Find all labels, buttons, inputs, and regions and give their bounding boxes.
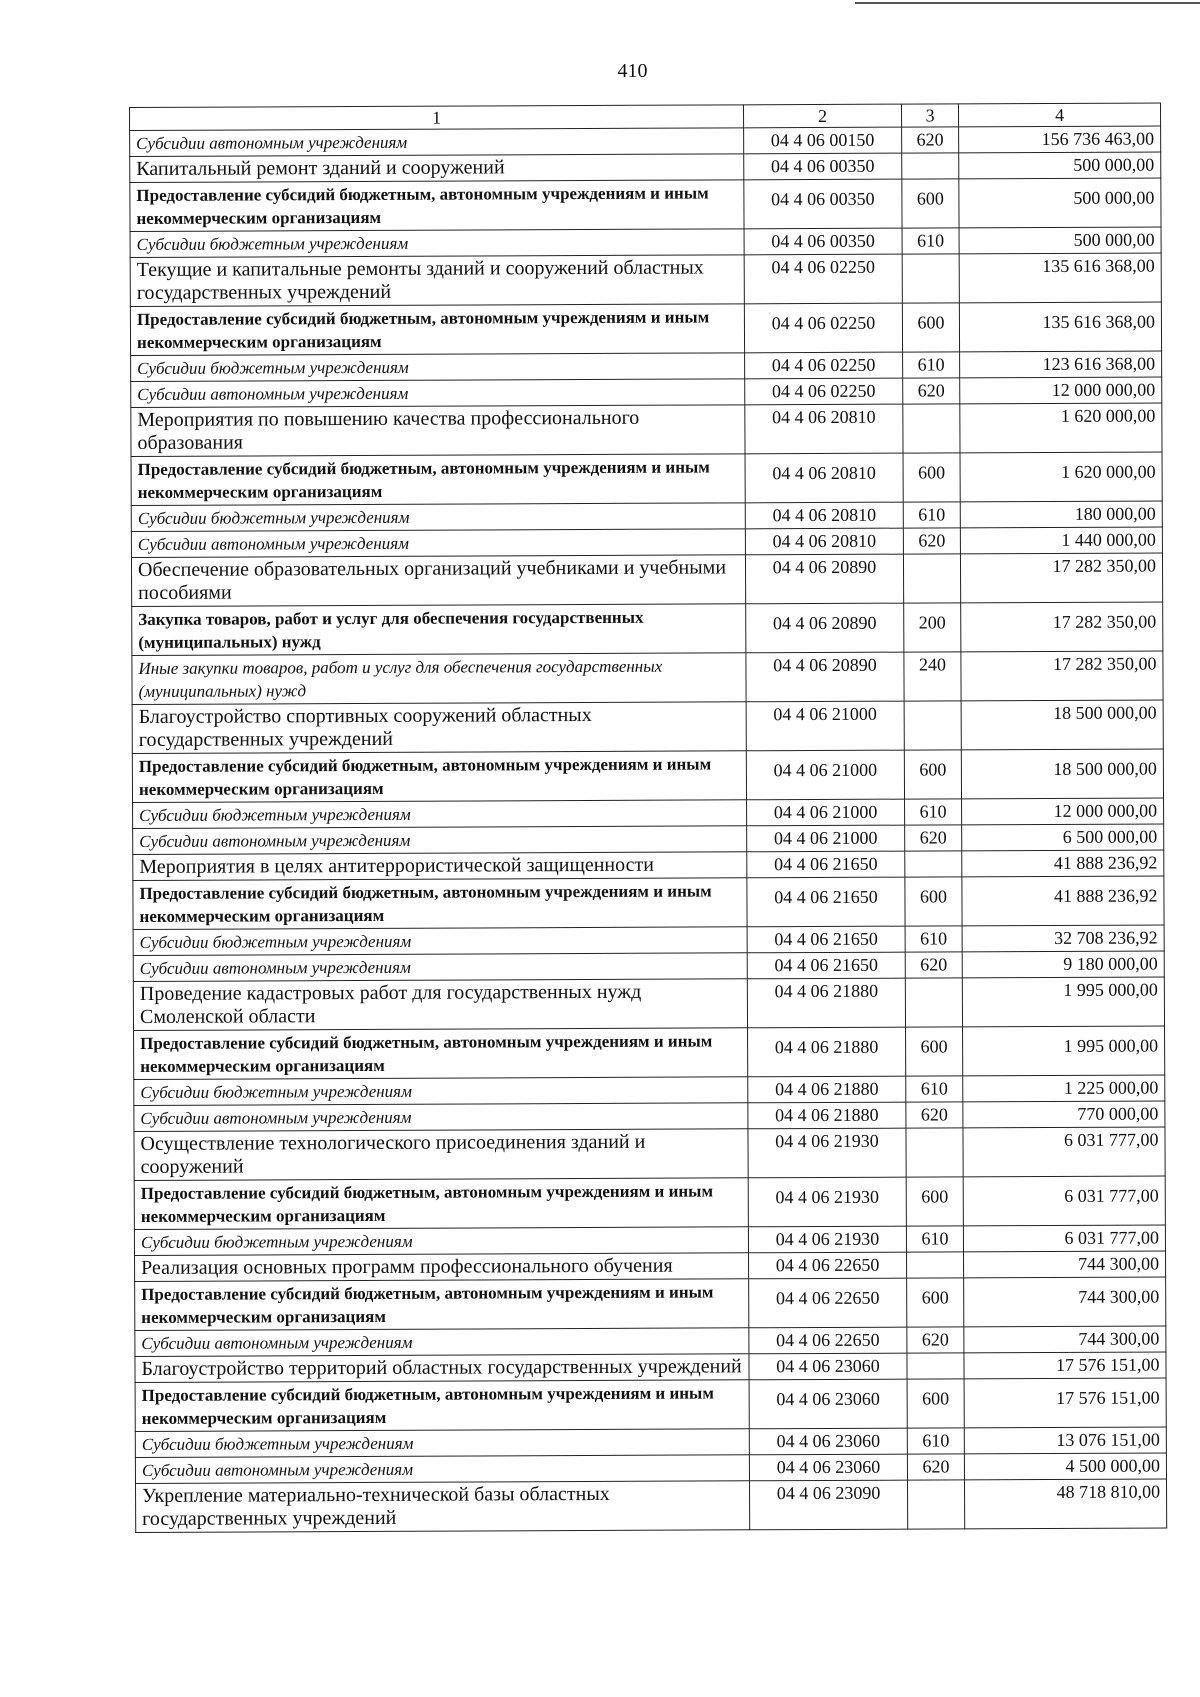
budget-code: 04 4 06 20810: [745, 404, 903, 454]
item-name: Предоставление субсидий бюджетным, автономным учреждениям и иным некоммерческим организациям: [135, 1279, 749, 1331]
amount: 744 300,00: [964, 1251, 1166, 1278]
amount: 13 076 151,00: [964, 1427, 1166, 1454]
expense-type: 200: [904, 603, 961, 652]
table-row: [131, 553, 1162, 606]
budget-code: 04 4 06 21930: [748, 1128, 906, 1178]
budget-code: 04 4 06 23090: [750, 1480, 908, 1530]
amount: 17 282 350,00: [961, 651, 1163, 701]
expense-type: 620: [905, 825, 962, 851]
expense-type: [904, 701, 961, 750]
item-name: Субсидии бюджетным учреждениям: [131, 503, 745, 532]
table-row: [130, 253, 1161, 306]
item-name: Предоставление субсидий бюджетным, автономным учреждениям и иным некоммерческим организациям: [134, 1178, 748, 1230]
table-row: [132, 749, 1163, 802]
expense-type: 620: [903, 528, 960, 554]
budget-code: 04 4 06 21930: [748, 1177, 906, 1227]
item-name: Субсидии бюджетным учреждениям: [131, 353, 745, 382]
expense-type: 610: [903, 502, 960, 528]
expense-type: [907, 1353, 964, 1379]
item-name: Мероприятия по повышению качества профессионального образования: [131, 405, 745, 457]
expense-type: [903, 554, 960, 603]
expense-type: 620: [903, 378, 960, 404]
expense-type: 600: [902, 179, 959, 228]
budget-code: 04 4 06 21000: [746, 701, 904, 751]
item-name: Предоставление субсидий бюджетным, автономным учреждениям и иным некоммерческим организациям: [134, 1028, 748, 1080]
amount: 41 888 236,92: [962, 876, 1164, 926]
budget-code: 04 4 06 21880: [748, 1027, 906, 1077]
item-name: Субсидии бюджетным учреждениям: [130, 229, 744, 258]
item-name: Предоставление субсидий бюджетным, автономным учреждениям и иным некоммерческим организациям: [131, 454, 745, 506]
amount: 500 000,00: [959, 152, 1161, 179]
expense-type: 600: [907, 1379, 964, 1428]
amount: 32 708 236,92: [962, 925, 1164, 952]
item-name: Укрепление материально-технической базы областных государственных учреждений: [136, 1481, 750, 1533]
budget-code: 04 4 06 23060: [749, 1454, 907, 1481]
budget-code: 04 4 06 21000: [747, 799, 905, 826]
amount: 135 616 368,00: [959, 253, 1161, 303]
budget-code: 04 4 06 23060: [749, 1379, 907, 1429]
item-name: Субсидии бюджетным учреждениям: [133, 800, 747, 829]
column-header: 2: [743, 104, 901, 128]
expense-type: 610: [902, 228, 959, 254]
item-name: Субсидии бюджетным учреждениям: [134, 1227, 748, 1256]
item-name: Субсидии бюджетным учреждениям: [135, 1429, 749, 1458]
item-name: Субсидии автономным учреждениям: [130, 128, 744, 157]
expense-type: [902, 254, 959, 303]
item-name: Проведение кадастровых работ для государственных нужд Смоленской области: [133, 979, 747, 1031]
expense-type: 600: [906, 1177, 963, 1226]
amount: 1 225 000,00: [963, 1075, 1165, 1102]
budget-code: 04 4 06 02250: [744, 254, 902, 304]
amount: 123 616 368,00: [960, 351, 1162, 378]
budget-code: 04 4 06 02250: [745, 352, 903, 379]
budget-code: 04 4 06 20810: [745, 453, 903, 503]
expense-type: 620: [907, 1327, 964, 1353]
item-name: Субсидии автономным учреждениям: [135, 1328, 749, 1357]
amount: 744 300,00: [964, 1326, 1166, 1353]
amount: 135 616 368,00: [959, 302, 1161, 352]
budget-code: 04 4 06 22650: [749, 1327, 907, 1354]
item-name: Субсидии автономным учреждениям: [133, 826, 747, 855]
expense-type: 600: [903, 453, 960, 502]
expense-type: 610: [905, 799, 962, 825]
item-name: Предоставление субсидий бюджетным, автономным учреждениям и иным некоммерческим организациям: [130, 180, 744, 232]
item-name: Предоставление субсидий бюджетным, автономным учреждениям и иным некоммерческим организациям: [135, 1380, 749, 1432]
amount: 500 000,00: [959, 227, 1161, 254]
item-name: Предоставление субсидий бюджетным, автономным учреждениям и иным некоммерческим организациям: [130, 304, 744, 356]
top-border-line: [855, 2, 1200, 4]
amount: 18 500 000,00: [961, 700, 1163, 750]
amount: 156 736 463,00: [959, 126, 1161, 153]
amount: 180 000,00: [960, 501, 1162, 528]
budget-code: 04 4 06 00350: [744, 153, 902, 180]
expense-type: [905, 851, 962, 877]
budget-code: 04 4 06 22650: [749, 1252, 907, 1279]
budget-code: 04 4 06 21000: [746, 750, 904, 800]
item-name: Предоставление субсидий бюджетным, автономным учреждениям и иным некоммерческим организациям: [132, 751, 746, 803]
item-name: Иные закупки товаров, работ и услуг для обеспечения государственных (муниципальных) нужд: [132, 653, 746, 705]
expense-type: 600: [905, 877, 962, 926]
item-name: Благоустройство территорий областных государственных учреждений: [135, 1354, 749, 1383]
table-row: [133, 977, 1164, 1030]
item-name: Реализация основных программ профессионального обучения: [135, 1253, 749, 1282]
amount: 1 440 000,00: [960, 527, 1162, 554]
budget-code: 04 4 06 23060: [749, 1428, 907, 1455]
expense-type: 600: [906, 1027, 963, 1076]
budget-code: 04 4 06 00350: [744, 179, 902, 229]
expense-type: [903, 404, 960, 453]
table-row: [135, 1277, 1166, 1330]
budget-code: 04 4 06 21650: [747, 926, 905, 953]
amount: 500 000,00: [959, 178, 1161, 228]
expense-type: 610: [903, 352, 960, 378]
expense-type: 620: [902, 127, 959, 153]
expense-type: 620: [905, 952, 962, 978]
item-name: Субсидии автономным учреждениям: [131, 529, 745, 558]
table-row: [130, 178, 1161, 231]
item-name: Мероприятия в целях антитеррористической защищенности: [133, 852, 747, 881]
expense-type: 610: [907, 1428, 964, 1454]
budget-code: 04 4 06 21880: [747, 978, 905, 1028]
expense-type: [907, 1480, 964, 1529]
table-row: [131, 452, 1162, 505]
budget-code: 04 4 06 21650: [747, 851, 905, 878]
budget-code: 04 4 06 20810: [745, 502, 903, 529]
budget-code: 04 4 06 02250: [745, 378, 903, 405]
item-name: Закупка товаров, работ и услуг для обеспечения государственных (муниципальных) нужд: [132, 604, 746, 656]
amount: 744 300,00: [964, 1277, 1166, 1327]
amount: 6 031 777,00: [963, 1176, 1165, 1226]
expense-type: [907, 1252, 964, 1278]
budget-code: 04 4 06 21880: [748, 1076, 906, 1103]
budget-code: 04 4 06 20890: [745, 554, 903, 604]
item-name: Осуществление технологического присоединения зданий и сооружений: [134, 1129, 748, 1181]
amount: 17 282 350,00: [960, 553, 1162, 603]
expense-type: 610: [906, 1076, 963, 1102]
budget-code: 04 4 06 00350: [744, 228, 902, 255]
amount: 48 718 810,00: [964, 1479, 1166, 1529]
item-name: Субсидии автономным учреждениям: [131, 379, 745, 408]
expense-type: 610: [905, 926, 962, 952]
budget-code: 04 4 06 00150: [744, 127, 902, 154]
expense-type: [902, 153, 959, 179]
item-name: Субсидии автономным учреждениям: [133, 953, 747, 982]
item-name: Текущие и капитальные ремонты зданий и сооружений областных государственных учреждений: [130, 255, 744, 307]
amount: 1 620 000,00: [960, 403, 1162, 453]
amount: 770 000,00: [963, 1101, 1165, 1128]
budget-code: 04 4 06 21650: [747, 952, 905, 979]
expense-type: 240: [904, 652, 961, 701]
amount: 6 031 777,00: [963, 1127, 1165, 1177]
amount: 4 500 000,00: [964, 1453, 1166, 1480]
expense-type: 610: [906, 1226, 963, 1252]
item-name: Предоставление субсидий бюджетным, автономным учреждениям и иным некоммерческим организациям: [133, 878, 747, 930]
item-name: Субсидии бюджетным учреждениям: [134, 1077, 748, 1106]
budget-code: 04 4 06 22650: [749, 1278, 907, 1328]
budget-code: 04 4 06 21880: [748, 1102, 906, 1129]
budget-code: 04 4 06 20890: [746, 603, 904, 653]
item-name: Обеспечение образовательных организаций учебниками и учебными пособиями: [131, 555, 745, 607]
table-row: [134, 1176, 1165, 1229]
table-row: [136, 1479, 1167, 1532]
table-row: [132, 651, 1163, 704]
amount: 12 000 000,00: [960, 377, 1162, 404]
budget-table: [129, 102, 1167, 1532]
table-row: [132, 700, 1163, 753]
table-row: [134, 1026, 1165, 1079]
amount: 6 031 777,00: [963, 1225, 1165, 1252]
amount: 9 180 000,00: [962, 951, 1164, 978]
expense-type: [905, 978, 962, 1027]
item-name: Благоустройство спортивных сооружений областных государственных учреждений: [132, 702, 746, 754]
amount: 41 888 236,92: [962, 850, 1164, 877]
budget-code: 04 4 06 02250: [744, 303, 902, 353]
table-row: [135, 1378, 1166, 1431]
amount: 1 995 000,00: [963, 1026, 1165, 1076]
item-name: Субсидии автономным учреждениям: [135, 1455, 749, 1484]
amount: 1 995 000,00: [962, 977, 1164, 1027]
budget-code: 04 4 06 20810: [745, 528, 903, 555]
budget-code: 04 4 06 21000: [747, 825, 905, 852]
table-row: [132, 602, 1163, 655]
table-row: [131, 403, 1162, 456]
table-row: [134, 1127, 1165, 1180]
item-name: Субсидии бюджетным учреждениям: [133, 927, 747, 956]
column-header: 4: [958, 103, 1160, 127]
expense-type: 600: [904, 750, 961, 799]
table-row: [133, 876, 1164, 929]
column-header: 3: [901, 104, 958, 127]
amount: 17 576 151,00: [964, 1352, 1166, 1379]
expense-type: 620: [906, 1102, 963, 1128]
page-number: 410: [617, 60, 648, 82]
item-name: Капитальный ремонт зданий и сооружений: [130, 154, 744, 183]
amount: 6 500 000,00: [962, 824, 1164, 851]
column-header: 1: [130, 105, 744, 131]
amount: 1 620 000,00: [960, 452, 1162, 502]
budget-code: 04 4 06 21930: [748, 1226, 906, 1253]
amount: 12 000 000,00: [962, 798, 1164, 825]
budget-code: 04 4 06 23060: [749, 1353, 907, 1380]
item-name: Субсидии автономным учреждениям: [134, 1103, 748, 1132]
amount: 17 282 350,00: [961, 602, 1163, 652]
table-row: [130, 302, 1161, 355]
expense-type: 620: [907, 1454, 964, 1480]
budget-code: 04 4 06 21650: [747, 877, 905, 927]
expense-type: 600: [907, 1278, 964, 1327]
budget-code: 04 4 06 20890: [746, 652, 904, 702]
expense-type: [906, 1128, 963, 1177]
expense-type: 600: [902, 303, 959, 352]
amount: 18 500 000,00: [961, 749, 1163, 799]
amount: 17 576 151,00: [964, 1378, 1166, 1428]
